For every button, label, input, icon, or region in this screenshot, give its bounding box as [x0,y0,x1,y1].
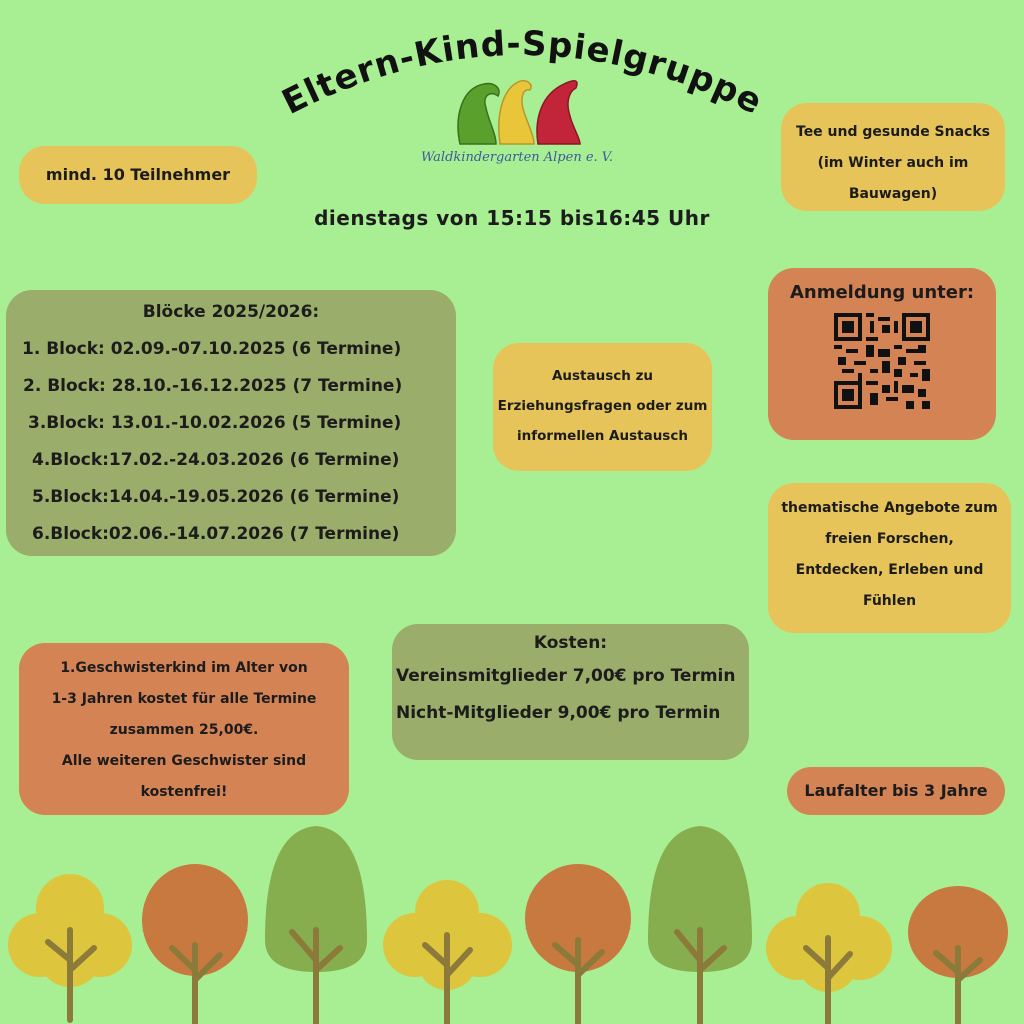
costs-box [392,624,749,760]
tree-icon [648,826,752,1024]
siblings-box [19,643,349,815]
tree-icon [766,883,892,1024]
blocks-box [6,290,456,556]
thematic-line: Fühlen [862,593,917,609]
block-item: 5.Block:14.04.-19.05.2026 (6 Termine) [32,487,400,507]
snacks-box [781,103,1005,211]
participants-box [19,146,257,204]
title-text: Eltern-Kind-Spielgruppe [275,23,769,123]
snacks-line: Tee und gesunde Snacks [796,124,990,140]
costs-heading: Kosten: [533,633,608,653]
thematic-box [768,483,1011,633]
tree-icon [525,864,631,1024]
costs-members: Vereinsmitglieder 7,00€ pro Termin [396,666,736,686]
tree-icon [265,826,367,1024]
block-item: 4.Block:17.02.-24.03.2026 (6 Termine) [32,450,400,470]
age-text: Laufalter bis 3 Jahre [804,781,988,800]
block-item: 6.Block:02.06.-14.07.2026 (7 Termine) [32,524,400,544]
blocks-heading: Blöcke 2025/2026: [142,302,320,322]
block-item: 2. Block: 28.10.-16.12.2025 (7 Termine) [23,376,403,396]
logo-org-name: Waldkindergarten Alpen e. V. [420,150,614,165]
thematic-line: thematische Angebote zum [781,500,998,516]
exchange-line: Erziehungsfragen oder zum [497,398,708,414]
exchange-line: Austausch zu [551,368,654,384]
participants-text: mind. 10 Teilnehmer [45,165,231,184]
siblings-line: kostenfrei! [140,784,228,800]
costs-non-members: Nicht-Mitglieder 9,00€ pro Termin [396,703,721,723]
tree-icon [142,864,248,1024]
tree-icon [8,874,132,1020]
logo-hats-icon [452,76,587,146]
siblings-line: 1.Geschwisterkind im Alter von [60,660,308,676]
trees-decoration [0,820,1024,1024]
tree-icon [908,886,1008,1024]
registration-label: Anmeldung unter: [789,282,975,303]
qr-code-icon[interactable] [834,313,930,409]
thematic-line: Entdecken, Erleben und [795,562,984,578]
exchange-line: informellen Austausch [517,428,688,444]
schedule-text: dienstags von 15:15 bis16:45 Uhr [314,206,710,230]
snacks-line: Bauwagen) [848,186,938,202]
age-box [787,767,1005,815]
siblings-line: zusammen 25,00€. [109,722,259,738]
registration-box [768,268,996,440]
siblings-line: 1-3 Jahren kostet für alle Termine [51,691,317,707]
thematic-line: freien Forschen, [825,531,954,547]
block-item: 3.Block: 13.01.-10.02.2026 (5 Termine) [28,413,402,433]
block-item: 1. Block: 02.09.-07.10.2025 (6 Termine) [22,339,402,359]
snacks-line: (im Winter auch im [817,155,969,171]
tree-icon [383,880,512,1024]
siblings-line: Alle weiteren Geschwister sind [61,753,307,769]
exchange-box [493,343,712,471]
